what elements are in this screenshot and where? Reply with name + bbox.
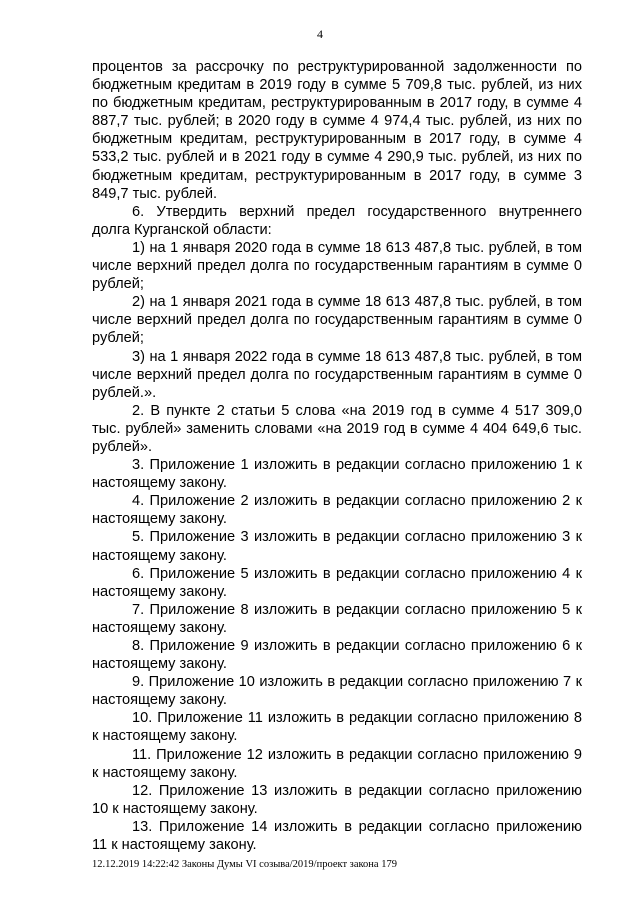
paragraph-item-6-appendix: 6. Приложение 5 изложить в редакции согласно приложению 4 к настоящему закону. [92, 565, 582, 600]
paragraph-item-7: 7. Приложение 8 изложить в редакции согласно приложению 5 к настоящему закону. [92, 601, 582, 636]
paragraph-item-12: 12. Приложение 13 изложить в редакции согласно приложению 10 к настоящему закону. [92, 782, 582, 817]
page-number: 4 [317, 27, 323, 41]
paragraph-item-11: 11. Приложение 12 изложить в редакции согласно приложению 9 к настоящему закону. [92, 746, 582, 781]
paragraph-subitem-1: 1) на 1 января 2020 года в сумме 18 613 487,8 тыс. рублей, в том числе верхний предел долга по государственным гарантиям в сумме 0 рублей; [92, 239, 582, 293]
paragraph-item-8: 8. Приложение 9 изложить в редакции согласно приложению 6 к настоящему закону. [92, 638, 582, 673]
document-body [92, 58, 582, 854]
paragraph-item-2: 2. В пункте 2 статьи 5 слова «на 2019 год в сумме 4 517 309,0 тыс. рублей» заменить словами «на 2019 год в сумме 4 404 649,6 тыс. рублей». [92, 402, 582, 455]
paragraph-item-13: 13. Приложение 14 изложить в редакции согласно приложению 11 к настоящему закону. [92, 818, 582, 854]
paragraph-item-6: 6. Утвердить верхний предел государственного внутреннего долга Курганской области: [92, 203, 582, 238]
paragraph-subitem-2: 2) на 1 января 2021 года в сумме 18 613 487,8 тыс. рублей, в том числе верхний предел долга по государственным гарантиям в сумме 0 рублей; [92, 294, 582, 347]
paragraph-item-3: 3. Приложение 1 изложить в редакции согласно приложению 1 к настоящему закону. [92, 457, 582, 492]
paragraph-continuation: процентов за рассрочку по реструктурированной задолженности по бюджетным кредитам в 2019 году в сумме 5 709,8 тыс. рублей, из них по бюджетным кредитам, реструктурированным в 2017 году, в сумме 4 887,7 тыс. рублей; в 2020 году в сумме 4 974,4 тыс. рублей, из них по бюджетным кредитам, реструктурированным в 2017 году, в сумме 4 533,2 тыс. рублей и в 2021 году в сумме 4 290,9 тыс. рублей, из них по бюджетным кредитам, реструктурированным в 2017 году, в сумме 3 849,7 тыс. рублей. [92, 59, 582, 202]
paragraph-subitem-3: 3) на 1 января 2022 года в сумме 18 613 487,8 тыс. рублей, в том числе верхний предел долга по государственным гарантиям в сумме 0 рублей.». [92, 348, 582, 401]
paragraph-item-4: 4. Приложение 2 изложить в редакции согласно приложению 2 к настоящему закону. [92, 493, 582, 528]
document-footer: 12.12.2019 14:22:42 Законы Думы VI созыва/2019/проект закона 179 [92, 859, 397, 870]
paragraph-item-5: 5. Приложение 3 изложить в редакции согласно приложению 3 к настоящему закону. [92, 529, 582, 564]
paragraph-item-9: 9. Приложение 10 изложить в редакции согласно приложению 7 к настоящему закону. [92, 674, 582, 709]
paragraph-item-10: 10. Приложение 11 изложить в редакции согласно приложению 8 к настоящему закону. [92, 710, 582, 745]
